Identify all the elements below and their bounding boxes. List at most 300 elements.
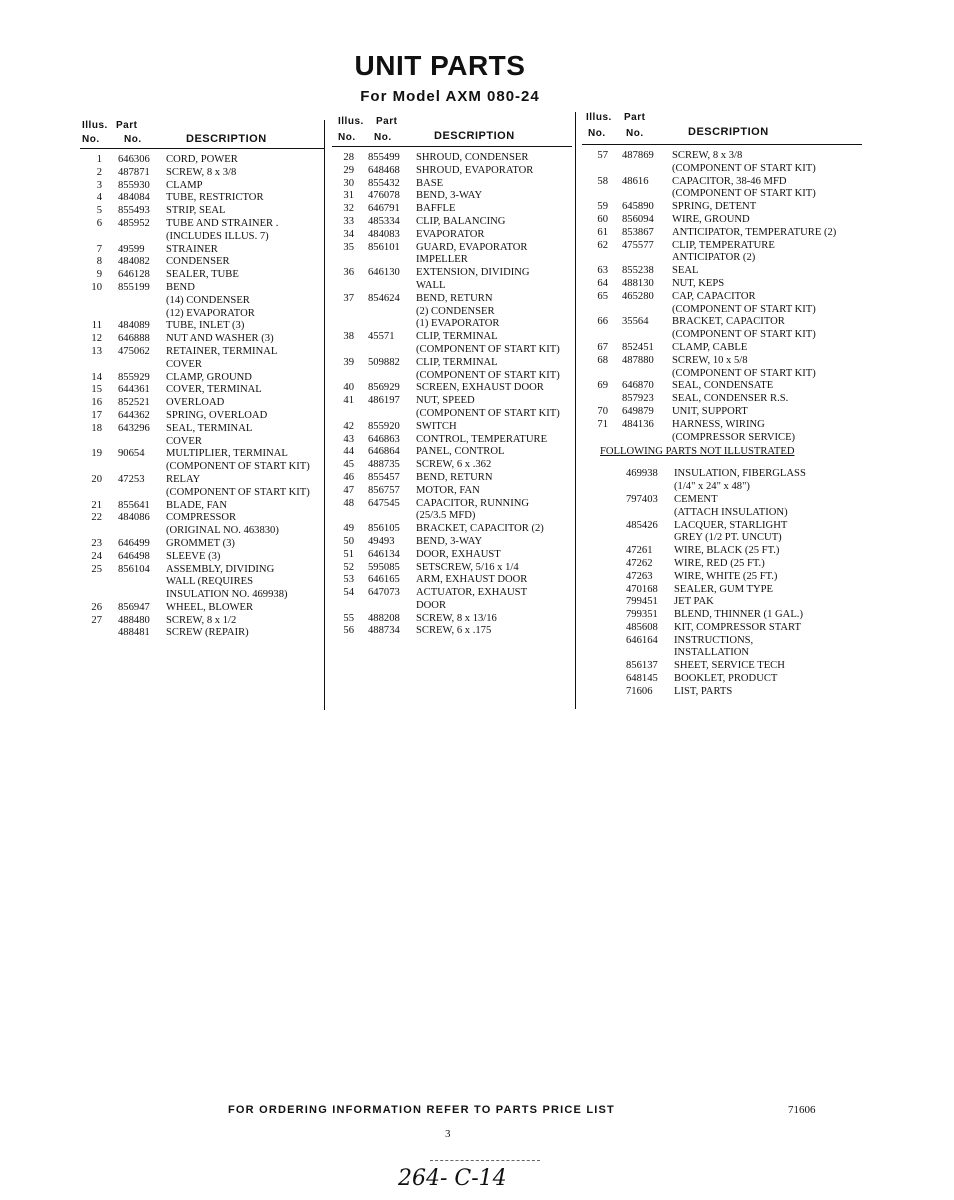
part-no-label: No. bbox=[124, 134, 142, 145]
part-number: 35564 bbox=[622, 316, 649, 328]
part-number: 49599 bbox=[118, 243, 145, 255]
table-row bbox=[582, 278, 862, 291]
table-row bbox=[332, 498, 572, 511]
table-row bbox=[582, 329, 862, 342]
table-row bbox=[80, 154, 325, 167]
part-description: NUT, SPEED bbox=[416, 395, 475, 407]
illus-number: 69 bbox=[597, 380, 608, 392]
part-description: GROMMET (3) bbox=[166, 537, 235, 549]
part-description: (COMPONENT OF START KIT) bbox=[672, 162, 816, 174]
table-row bbox=[582, 406, 862, 419]
part-description: EVAPORATOR bbox=[416, 228, 485, 240]
table-row bbox=[80, 384, 325, 397]
description-label: DESCRIPTION bbox=[688, 126, 769, 138]
part-description: COVER, TERMINAL bbox=[166, 384, 262, 396]
part-description: (COMPONENT OF START KIT) bbox=[672, 367, 816, 379]
part-number: 47253 bbox=[118, 473, 145, 485]
part-number: 647073 bbox=[368, 587, 400, 599]
table-row bbox=[80, 423, 325, 436]
part-description: PANEL, CONTROL bbox=[416, 446, 505, 458]
part-description: (ORIGINAL NO. 463830) bbox=[166, 525, 279, 537]
part-description: SCREW, 8 x 13/16 bbox=[416, 612, 497, 624]
part-description: CAPACITOR, RUNNING bbox=[416, 497, 530, 509]
table-row bbox=[582, 545, 862, 558]
part-description: SHROUD, EVAPORATOR bbox=[416, 164, 534, 176]
table-row bbox=[80, 576, 325, 589]
illus-number: 17 bbox=[91, 409, 102, 421]
table-row bbox=[80, 231, 325, 244]
part-number: 71606 bbox=[626, 685, 653, 697]
part-description: CEMENT bbox=[674, 493, 718, 505]
column-header bbox=[582, 112, 862, 148]
table-row bbox=[582, 201, 862, 214]
part-description: WIRE, RED (25 FT.) bbox=[674, 557, 765, 569]
illus-label: Illus. bbox=[586, 112, 612, 123]
part-number: 485426 bbox=[626, 519, 658, 531]
part-number: 856105 bbox=[368, 523, 400, 535]
table-row bbox=[80, 359, 325, 372]
not-illustrated-section bbox=[582, 446, 862, 462]
part-number: 485334 bbox=[368, 215, 400, 227]
illus-number: 33 bbox=[343, 215, 354, 227]
part-description: SCREW, 8 x 3/8 bbox=[166, 166, 237, 178]
part-number: 799351 bbox=[626, 609, 658, 621]
table-row bbox=[582, 558, 862, 571]
part-description: SCREW, 6 x .175 bbox=[416, 625, 492, 637]
part-number: 476078 bbox=[368, 190, 400, 202]
description-label: DESCRIPTION bbox=[434, 130, 515, 142]
part-label: Part bbox=[116, 120, 138, 131]
part-description: SEAL, TERMINAL bbox=[166, 422, 253, 434]
part-number: 646128 bbox=[118, 269, 150, 281]
illus-number: 18 bbox=[91, 422, 102, 434]
part-number: 855929 bbox=[118, 371, 150, 383]
illus-number: 42 bbox=[343, 420, 354, 432]
part-description: LIST, PARTS bbox=[674, 685, 733, 697]
part-number: 647545 bbox=[368, 497, 400, 509]
table-row bbox=[582, 584, 862, 597]
part-description: CAP, CAPACITOR bbox=[672, 290, 756, 302]
part-description: (COMPONENT OF START KIT) bbox=[166, 461, 310, 473]
table-row bbox=[332, 395, 572, 408]
table-row bbox=[582, 609, 862, 622]
part-description: GUARD, EVAPORATOR bbox=[416, 241, 528, 253]
part-number: 646134 bbox=[368, 548, 400, 560]
table-row bbox=[332, 242, 572, 255]
illus-no-label: No. bbox=[82, 134, 100, 145]
parts-column-1 bbox=[80, 112, 325, 640]
part-description: WALL (REQUIRES bbox=[166, 576, 253, 588]
illus-number: 59 bbox=[597, 201, 608, 213]
table-row bbox=[80, 448, 325, 461]
part-number: 475062 bbox=[118, 345, 150, 357]
table-row bbox=[582, 660, 862, 673]
table-row bbox=[80, 461, 325, 474]
table-row bbox=[582, 316, 862, 329]
part-description: JET PAK bbox=[674, 596, 714, 608]
part-description: SCREW, 10 x 5/8 bbox=[672, 354, 748, 366]
table-row bbox=[80, 192, 325, 205]
table-row bbox=[582, 393, 862, 406]
table-row bbox=[332, 344, 572, 357]
table-row bbox=[332, 562, 572, 575]
part-number: 475577 bbox=[622, 239, 654, 251]
part-description: (1/4" x 24" x 48") bbox=[674, 481, 750, 493]
column-header bbox=[332, 112, 572, 148]
table-row bbox=[332, 510, 572, 523]
part-number: 646888 bbox=[118, 333, 150, 345]
table-row bbox=[582, 150, 862, 163]
part-description: SCREEN, EXHAUST DOOR bbox=[416, 382, 544, 394]
part-number: 488481 bbox=[118, 627, 150, 639]
part-number: 469938 bbox=[626, 468, 658, 480]
illus-number: 20 bbox=[91, 473, 102, 485]
table-row bbox=[582, 507, 862, 520]
table-row bbox=[582, 673, 862, 686]
table-row bbox=[582, 380, 862, 393]
part-description: CLAMP, CABLE bbox=[672, 341, 748, 353]
illus-number: 63 bbox=[597, 265, 608, 277]
part-number: 488130 bbox=[622, 277, 654, 289]
illus-number: 32 bbox=[343, 203, 354, 215]
table-row bbox=[80, 512, 325, 525]
part-description: CLIP, TERMINAL bbox=[416, 356, 498, 368]
illus-number: 65 bbox=[597, 290, 608, 302]
part-description: SHEET, SERVICE TECH bbox=[674, 660, 785, 672]
illus-number: 5 bbox=[96, 205, 102, 217]
table-row bbox=[332, 600, 572, 613]
illus-number: 50 bbox=[343, 535, 354, 547]
illus-number: 16 bbox=[91, 397, 102, 409]
part-description: CONTROL, TEMPERATURE bbox=[416, 433, 548, 445]
rows bbox=[80, 154, 325, 640]
page-subtitle: For Model AXM 080-24 bbox=[360, 88, 540, 105]
table-row bbox=[80, 282, 325, 295]
part-number: 486197 bbox=[368, 395, 400, 407]
part-description: CAPACITOR, 38-46 MFD bbox=[672, 175, 787, 187]
part-number: 49493 bbox=[368, 535, 395, 547]
table-row bbox=[80, 397, 325, 410]
part-description: STRAINER bbox=[166, 243, 218, 255]
part-description: WIRE, BLACK (25 FT.) bbox=[674, 545, 780, 557]
illus-number: 11 bbox=[91, 320, 102, 332]
part-description: WIRE, GROUND bbox=[672, 213, 750, 225]
part-number: 47263 bbox=[626, 570, 653, 582]
table-row bbox=[332, 190, 572, 203]
illus-number: 71 bbox=[597, 418, 608, 430]
illus-number: 58 bbox=[597, 175, 608, 187]
table-row bbox=[332, 408, 572, 421]
table-row bbox=[80, 256, 325, 269]
table-row bbox=[332, 382, 572, 395]
table-row bbox=[582, 240, 862, 253]
table-row bbox=[582, 686, 862, 699]
table-row bbox=[80, 372, 325, 385]
part-description: ACTUATOR, EXHAUST bbox=[416, 587, 528, 599]
table-row bbox=[80, 295, 325, 308]
table-row bbox=[582, 532, 862, 545]
part-description: (COMPONENT OF START KIT) bbox=[416, 369, 560, 381]
part-description: HARNESS, WIRING bbox=[672, 418, 765, 430]
part-description: SEAL bbox=[672, 265, 699, 277]
table-row bbox=[332, 216, 572, 229]
illus-number: 9 bbox=[96, 269, 102, 281]
table-row bbox=[80, 269, 325, 282]
part-number: 646165 bbox=[368, 574, 400, 586]
illus-number: 54 bbox=[343, 587, 354, 599]
part-no-label: No. bbox=[626, 128, 644, 139]
part-number: 648468 bbox=[368, 164, 400, 176]
part-number: 646499 bbox=[118, 537, 150, 549]
table-row bbox=[582, 342, 862, 355]
part-description: (COMPONENT OF START KIT) bbox=[416, 343, 560, 355]
part-description: DOOR, EXHAUST bbox=[416, 548, 501, 560]
part-number: 854624 bbox=[368, 292, 400, 304]
part-number: 485952 bbox=[118, 217, 150, 229]
part-description: BRACKET, CAPACITOR bbox=[672, 316, 785, 328]
part-description: BAFFLE bbox=[416, 203, 456, 215]
part-number: 855493 bbox=[118, 205, 150, 217]
part-description: (25/3.5 MFD) bbox=[416, 510, 476, 522]
description-label: DESCRIPTION bbox=[186, 133, 267, 145]
part-description: NUT, KEPS bbox=[672, 277, 725, 289]
table-row bbox=[332, 446, 572, 459]
illus-number: 26 bbox=[91, 601, 102, 613]
part-number: 646864 bbox=[368, 446, 400, 458]
illus-number: 61 bbox=[597, 226, 608, 238]
illus-number: 12 bbox=[91, 333, 102, 345]
table-row bbox=[582, 163, 862, 176]
part-number: 484083 bbox=[368, 228, 400, 240]
table-row bbox=[80, 474, 325, 487]
table-row bbox=[332, 574, 572, 587]
part-description: SCREW, 8 x 3/8 bbox=[672, 150, 743, 161]
table-row bbox=[332, 178, 572, 191]
part-number: 90654 bbox=[118, 448, 145, 460]
part-number: 644362 bbox=[118, 409, 150, 421]
illus-number: 31 bbox=[343, 190, 354, 202]
illus-number: 62 bbox=[597, 239, 608, 251]
part-number: 47261 bbox=[626, 545, 653, 557]
illus-number: 57 bbox=[597, 150, 608, 161]
part-description: CLIP, BALANCING bbox=[416, 215, 506, 227]
part-description: BEND bbox=[166, 281, 195, 293]
illus-number: 66 bbox=[597, 316, 608, 328]
page-title: UNIT PARTS bbox=[354, 50, 526, 81]
table-row bbox=[332, 203, 572, 216]
part-description: SLEEVE (3) bbox=[166, 550, 221, 562]
part-description: INSTRUCTIONS, bbox=[674, 634, 754, 646]
table-row bbox=[80, 205, 325, 218]
illus-number: 24 bbox=[91, 550, 102, 562]
table-row bbox=[582, 214, 862, 227]
table-row bbox=[582, 571, 862, 584]
part-number: 646870 bbox=[622, 380, 654, 392]
part-description: ARM, EXHAUST DOOR bbox=[416, 574, 528, 586]
illus-number: 10 bbox=[91, 281, 102, 293]
illus-number: 52 bbox=[343, 561, 354, 573]
part-number: 797403 bbox=[626, 493, 658, 505]
part-description: TUBE, RESTRICTOR bbox=[166, 192, 264, 204]
illus-number: 29 bbox=[343, 164, 354, 176]
part-number: 649879 bbox=[622, 405, 654, 417]
part-description: WIRE, WHITE (25 FT.) bbox=[674, 570, 778, 582]
part-description: BEND, 3-WAY bbox=[416, 190, 483, 202]
part-description: (COMPONENT OF START KIT) bbox=[672, 303, 816, 315]
part-number: 465280 bbox=[622, 290, 654, 302]
illus-number: 23 bbox=[91, 537, 102, 549]
parts-column-2 bbox=[332, 112, 572, 638]
illus-number: 44 bbox=[343, 446, 354, 458]
part-description: SEALER, TUBE bbox=[166, 269, 239, 281]
table-row bbox=[80, 551, 325, 564]
illus-number: 67 bbox=[597, 341, 608, 353]
table-row bbox=[332, 549, 572, 562]
illus-number: 35 bbox=[343, 241, 354, 253]
table-row bbox=[582, 355, 862, 368]
header-rule bbox=[332, 146, 572, 147]
table-row bbox=[80, 180, 325, 193]
part-description: (COMPONENT OF START KIT) bbox=[416, 407, 560, 419]
table-row bbox=[80, 525, 325, 538]
illus-number: 38 bbox=[343, 331, 354, 343]
illus-number: 60 bbox=[597, 213, 608, 225]
part-description: BASE bbox=[416, 177, 444, 189]
illus-number: 21 bbox=[91, 499, 102, 511]
part-description: SEAL, CONDENSATE bbox=[672, 380, 774, 392]
table-row bbox=[582, 291, 862, 304]
illus-number: 27 bbox=[91, 614, 102, 626]
table-row bbox=[332, 434, 572, 447]
table-row bbox=[332, 331, 572, 344]
table-row bbox=[582, 304, 862, 317]
part-description: (COMPONENT OF START KIT) bbox=[166, 486, 310, 498]
part-number: 484086 bbox=[118, 512, 150, 524]
illus-number: 39 bbox=[343, 356, 354, 368]
part-description: LACQUER, STARLIGHT bbox=[674, 519, 788, 531]
table-row bbox=[332, 306, 572, 319]
part-no-label: No. bbox=[374, 132, 392, 143]
illus-number: 64 bbox=[597, 277, 608, 289]
column-header bbox=[80, 112, 325, 148]
table-row bbox=[80, 244, 325, 257]
part-number: 484084 bbox=[118, 192, 150, 204]
part-number: 855238 bbox=[622, 265, 654, 277]
table-row bbox=[332, 280, 572, 293]
table-row bbox=[332, 370, 572, 383]
part-description: (INCLUDES ILLUS. 7) bbox=[166, 230, 269, 242]
part-number: 646863 bbox=[368, 433, 400, 445]
part-description: SHROUD, CONDENSER bbox=[416, 152, 529, 163]
part-number: 488735 bbox=[368, 459, 400, 471]
illus-number: 1 bbox=[96, 154, 102, 165]
table-row bbox=[80, 308, 325, 321]
part-number: 487869 bbox=[622, 150, 654, 161]
table-row bbox=[332, 587, 572, 600]
part-description: CLIP, TERMINAL bbox=[416, 331, 498, 343]
part-description: SCREW, 6 x .362 bbox=[416, 459, 492, 471]
illus-number: 25 bbox=[91, 563, 102, 575]
rows bbox=[332, 152, 572, 638]
illus-label: Illus. bbox=[82, 120, 108, 131]
part-number: 484136 bbox=[622, 418, 654, 430]
part-description: COVER bbox=[166, 358, 202, 370]
part-description: SPRING, DETENT bbox=[672, 201, 757, 213]
part-description: BRACKET, CAPACITOR (2) bbox=[416, 523, 544, 535]
part-description: (COMPONENT OF START KIT) bbox=[672, 188, 816, 200]
illus-number: 30 bbox=[343, 177, 354, 189]
part-number: 484089 bbox=[118, 320, 150, 332]
part-description: ASSEMBLY, DIVIDING bbox=[166, 563, 275, 575]
part-label: Part bbox=[376, 116, 398, 127]
part-number: 799451 bbox=[626, 596, 658, 608]
part-number: 855641 bbox=[118, 499, 150, 511]
part-description: INSTALLATION bbox=[674, 647, 750, 659]
part-number: 485608 bbox=[626, 621, 658, 633]
part-description: BLEND, THINNER (1 GAL.) bbox=[674, 609, 803, 621]
part-description: (2) CONDENSER bbox=[416, 305, 495, 317]
part-number: 488480 bbox=[118, 614, 150, 626]
part-number: 646164 bbox=[626, 634, 658, 646]
table-row bbox=[332, 293, 572, 306]
header-rule bbox=[582, 144, 862, 145]
part-number: 487871 bbox=[118, 166, 150, 178]
illus-number: 22 bbox=[91, 512, 102, 524]
part-number: 645890 bbox=[622, 201, 654, 213]
part-number: 856929 bbox=[368, 382, 400, 394]
part-description: (1) EVAPORATOR bbox=[416, 318, 500, 330]
illus-number: 41 bbox=[343, 395, 354, 407]
column-divider bbox=[324, 120, 325, 710]
part-number: 646130 bbox=[368, 267, 400, 279]
ordering-note: FOR ORDERING INFORMATION REFER TO PARTS PRICE LIST bbox=[228, 1104, 615, 1116]
illus-number: 19 bbox=[91, 448, 102, 460]
part-description: UNIT, SUPPORT bbox=[672, 405, 748, 417]
part-description: BEND, 3-WAY bbox=[416, 535, 483, 547]
part-description: SCREW, 8 x 1/2 bbox=[166, 614, 237, 626]
rows-not-illustrated bbox=[582, 468, 862, 698]
table-row bbox=[80, 218, 325, 231]
table-row bbox=[80, 602, 325, 615]
table-row bbox=[80, 589, 325, 602]
table-row bbox=[582, 481, 862, 494]
table-row bbox=[332, 523, 572, 536]
part-number: 487880 bbox=[622, 354, 654, 366]
part-description: BOOKLET, PRODUCT bbox=[674, 673, 778, 685]
illus-number: 43 bbox=[343, 433, 354, 445]
part-number: 855930 bbox=[118, 179, 150, 191]
part-number: 856101 bbox=[368, 241, 400, 253]
part-description: SCREW (REPAIR) bbox=[166, 627, 249, 639]
part-description: CORD, POWER bbox=[166, 154, 238, 165]
table-row bbox=[80, 487, 325, 500]
table-row bbox=[332, 152, 572, 165]
dashed-rule bbox=[430, 1160, 540, 1161]
illus-number: 49 bbox=[343, 523, 354, 535]
part-description: INSULATION NO. 469938) bbox=[166, 589, 288, 601]
illus-number: 45 bbox=[343, 459, 354, 471]
table-row bbox=[582, 520, 862, 533]
part-description: MULTIPLIER, TERMINAL bbox=[166, 448, 288, 460]
parts-column-3 bbox=[582, 112, 862, 699]
illus-number: 51 bbox=[343, 548, 354, 560]
part-number: 856947 bbox=[118, 601, 150, 613]
table-row bbox=[80, 436, 325, 449]
illus-number: 70 bbox=[597, 405, 608, 417]
illus-number: 55 bbox=[343, 612, 354, 624]
part-description: IMPELLER bbox=[416, 254, 468, 266]
table-row bbox=[582, 635, 862, 648]
